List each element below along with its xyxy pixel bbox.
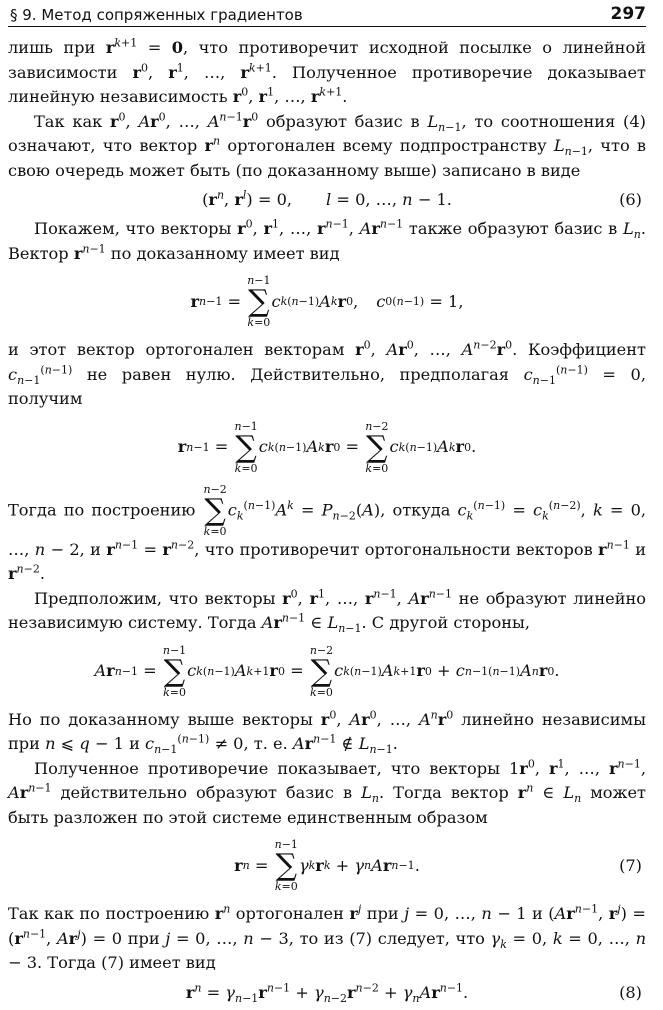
equation-7: r n = n−1 ∑ k=0 γ k r k + γ n A r n−1 . (7)	[234, 838, 642, 893]
paragraph-6: Предположим, что векторы $r^0$, $r^1$, …, $r^{n-1}$, $Ar^{n-1}$ не образуют линейно независимую систему. Тогда $Ar^{n-1}$ ∈ $L_{n-1}$. С другой стороны,	[8, 587, 647, 636]
equation-8: $r^n = \gamma_{n-1}r^{n-1} + \gamma_{n-2}r^{n-2} + \gamma_nAr^{n-1}$. (8)	[8, 976, 646, 1010]
paragraph-5: Тогда по построению n−2 ∑ k=0 $c_k^{(n-1)}A^k = P_{n-2}(A)$, откуда $c_k^{(n-1)} = c_k^{(n-2)}$, k = 0, …, n − 2, и $r^{n-1} = r^{n-2}$, что противоречит ортогональности векторов $r^{n-1}$ и $r^{n-2}$.	[8, 482, 647, 583]
page-content	[8, 36, 646, 1010]
section-title: § 9. Метод сопряженных градиентов	[10, 6, 303, 24]
paragraph-9: Так как по построению $r^n$ ортогонален $r^j$ при j = 0, …, n − 1 и ($Ar^{n-1}$, $r^j) = (r^{n-1}$, $Ar^j) = 0$ при j = 0, …, n − 3, то из (7) следует, что $\gamma_k = 0$, k = 0, …, n − 3. Тогда (7) имеет вид	[8, 902, 647, 972]
equation-arn1: A r n−1 = n−1 ∑ k=0 c k (n−1) A k+1 r 0 = n−2 ∑ k=0 c k (n−1) A k+1 r 0 + c n−1 (n−1) A n r 0 .	[94, 643, 560, 699]
equation-6: ($r^n$, $r^l) = 0$, l = 0, …, n − 1. (6)	[8, 183, 646, 217]
paragraph-2: Так как $r^0$, Ar$^0$, …, $A^{n-1}r^0$ образуют базис в $L_{n-1}$, то соотношения (4) означают, что вектор $r^n$ ортогонален всему подпространству $L_{n-1}$, что в свою очередь может быть (по доказанному выше) записано в виде	[8, 110, 647, 180]
equation-rn1-contradiction: r n−1 = n−1 ∑ k=0 c k (n−1) A k r 0 = n−2 ∑ k=0 c k (n−1) A k r 0 .	[177, 419, 477, 475]
page-number: 297	[610, 4, 646, 24]
paragraph-1: лишь при $r^{k+1} = 0$, что противоречит исходной посылке о линейной зависимости $r^0$, $r^1$, …, $r^{k+1}$. Полученное противоречие доказывает линейную независимость $r^0$, $r^1$, …, $r^{k+1}$.	[8, 36, 646, 106]
equation-number: (8)	[619, 982, 642, 1002]
equation-number: (6)	[619, 190, 642, 209]
running-header	[8, 4, 646, 27]
paragraph-4: и этот вектор ортогонален векторам $r^0$, Ar$^0$, …, $A^{n-2}r^0$. Коэффициент $c_{n-1}^{(n-1)}$ не равен нулю. Действительно, предполагая $c_{n-1}^{(n-1)} = 0$, получим	[8, 338, 646, 408]
equation-rn1-expansion: r n−1 = n−1 ∑ k=0 c k (n−1) A k r 0 , c 0 (n−1) = 1,	[190, 274, 464, 329]
paragraph-7: Но по доказанному выше векторы $r^0$, Ar$^0$, …, $A^nr^0$ линейно независимы при n ⩽ q − 1 и $c_{n-1}^{(n-1)} \ne 0$, т. е. $Ar^{n-1}$ ∉ $L_{n-1}$.	[8, 708, 646, 757]
equation-number: (7)	[619, 855, 642, 875]
paragraph-3: Покажем, что векторы $r^0$, $r^1$, …, $r^{n-1}$, $Ar^{n-1}$ также образуют базис в $L_n$. Вектор $r^{n-1}$ по доказанному имеет вид	[8, 217, 647, 263]
paragraph-8: Полученное противоречие показывает, что векторы $1r^0$, $r^1$, …, $r^{n-1}$, $Ar^{n-1}$ действительно образуют базис в $L_n$. Тогда вектор $r^n$ ∈ $L_n$ может быть разложен по этой системе единственным образом	[8, 757, 646, 827]
